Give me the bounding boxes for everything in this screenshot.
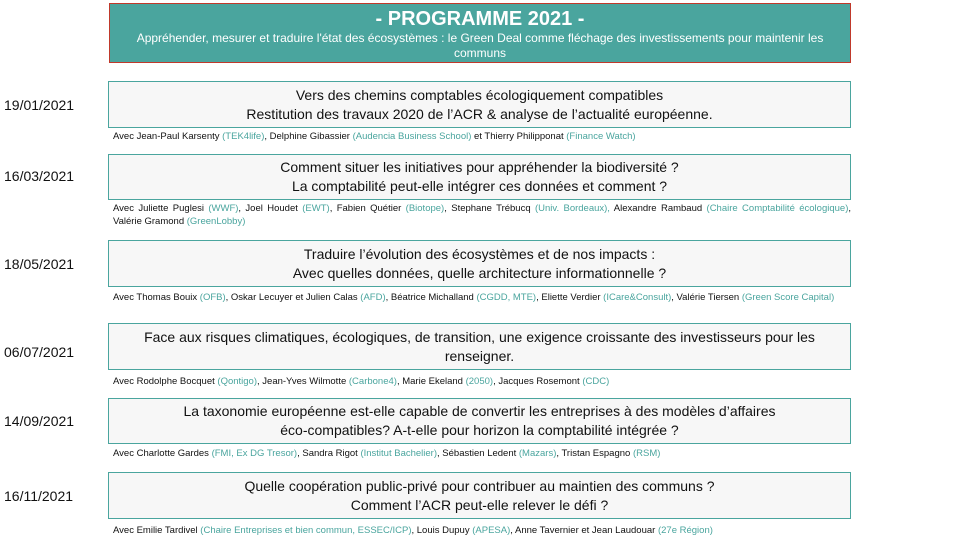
topic-line: Restitution des travaux 2020 de l’ACR & analyse de l’actualité européenne. [246, 105, 713, 122]
speaker-organization: (EWT) [302, 203, 330, 214]
speaker-names: , Oskar Lecuyer et Julien Calas [225, 292, 361, 303]
speaker-organization: (ICare&Consult) [603, 292, 672, 303]
speaker-names: Avec Emilie Tardivel [113, 525, 201, 536]
speaker-names: Avec Thomas Bouix [113, 292, 200, 303]
speaker-organization: (2050) [465, 376, 494, 387]
speaker-names: , Fabien Quétier [329, 203, 406, 214]
speaker-organization: (TEK4life) [222, 131, 265, 142]
speaker-organization: (Chaire Comptabilité écologique) [706, 203, 849, 214]
speaker-names: , Eliette Verdier [536, 292, 604, 303]
speaker-organization: (Audencia Business School) [352, 131, 472, 142]
topic-line: Traduire l’évolution des écosystèmes et de nos impacts : [303, 245, 656, 262]
topic-line: Comment l’ACR peut-elle relever le défi ? [350, 496, 609, 513]
speaker-names: Avec Rodolphe Bocquet [113, 376, 218, 387]
speaker-names: Avec Charlotte Gardes [113, 448, 212, 459]
speaker-organization: (Finance Watch) [566, 131, 636, 142]
session-speakers [113, 202, 851, 228]
speaker-organization: (FMI, Ex DG Tresor) [211, 448, 298, 459]
topic-line: Avec quelles données, quelle architecture informationnelle ? [292, 264, 667, 281]
speaker-names: , Louis Dupuy [411, 525, 473, 536]
speaker-names: , Anne Tavernier et Jean Laudouar [510, 525, 658, 536]
speaker-names: , Valérie Gramond [113, 203, 851, 227]
session-speakers [113, 447, 851, 460]
speaker-organization: (CDC) [582, 376, 610, 387]
speaker-organization: (CGDD, MTE) [476, 292, 537, 303]
speaker-names: , Béatrice Michalland [385, 292, 477, 303]
speaker-organization: (APESA) [472, 525, 511, 536]
session-speakers [113, 130, 851, 143]
speaker-organization: (Chaire Entreprises et bien commun, ESSEC/ICP) [200, 525, 412, 536]
session-topic [108, 154, 851, 200]
session-date: 06/07/2021 [4, 344, 75, 360]
session-date: 16/03/2021 [4, 168, 75, 184]
program-subtitle: Appréhender, mesurer et traduire l'état des écosystèmes : le Green Deal comme fléchage des investissements pour maintenir les communs [136, 31, 824, 60]
speaker-names: , Jean-Yves Wilmotte [257, 376, 349, 387]
speaker-organization: (Institut Bachelier) [360, 448, 438, 459]
speaker-names: , Sandra Rigot [297, 448, 361, 459]
speaker-organization: (GreenLobby) [186, 216, 246, 227]
session-topic [108, 240, 851, 287]
topic-line: Vers des chemins comptables écologiquement compatibles [295, 86, 664, 103]
program-header [109, 3, 851, 63]
session-speakers [113, 375, 851, 388]
topic-line: éco-compatibles? A-t-elle pour horizon la comptabilité intégrée ? [280, 422, 679, 438]
program-title: - PROGRAMME 2021 - [375, 8, 585, 30]
speaker-names: , Marie Ekeland [396, 376, 466, 387]
speaker-organization: (Univ. Bordeaux), [535, 203, 610, 214]
session-date: 14/09/2021 [4, 413, 75, 429]
topic-line: Comment situer les initiatives pour appréhender la biodiversité ? [280, 159, 679, 175]
speaker-organization: (Carbone4) [348, 376, 397, 387]
session-date: 18/05/2021 [4, 256, 75, 272]
speaker-names: , Jacques Rosemont [493, 376, 583, 387]
speaker-organization: (27e Région) [657, 525, 713, 536]
speaker-organization: (OFB) [199, 292, 226, 303]
session-topic [108, 398, 851, 444]
session-speakers [113, 524, 851, 537]
topic-line: La taxonomie européenne est-elle capable de convertir les entreprises à des modèles d’affaires [183, 403, 776, 419]
speaker-organization: (WWF) [208, 203, 239, 214]
speaker-names: Alexandre Rambaud [609, 203, 707, 214]
speaker-organization: (RSM) [632, 448, 661, 459]
speaker-names: Avec Jean-Paul Karsenty [113, 131, 223, 142]
session-topic [108, 323, 851, 370]
speaker-organization: (Biotope) [405, 203, 445, 214]
session-topic [108, 472, 851, 519]
speaker-organization: (Green Score Capital) [741, 292, 835, 303]
speaker-names: , Valérie Tiersen [671, 292, 742, 303]
speaker-organization: (AFD) [360, 292, 386, 303]
session-topic [108, 81, 851, 128]
speaker-names: , Delphine Gibassier [264, 131, 353, 142]
speaker-names: , Joel Houdet [238, 203, 303, 214]
session-date: 19/01/2021 [4, 97, 75, 113]
speaker-names: , Tristan Espagno [556, 448, 633, 459]
speaker-names: et Thierry Philipponat [471, 131, 567, 142]
session-date: 16/11/2021 [4, 488, 74, 504]
speaker-names: , Stephane Trébucq [444, 203, 535, 214]
speaker-names: Avec Juliette Puglesi [113, 203, 209, 214]
speaker-organization: (Mazars) [518, 448, 557, 459]
speaker-organization: (Qontigo) [217, 376, 258, 387]
session-speakers [113, 291, 851, 304]
speaker-names: , Sébastien Ledent [437, 448, 519, 459]
topic-line: Face aux risques climatiques, écologiques, de transition, une exigence croissante des investisseurs pour les renseigner. [144, 328, 815, 364]
topic-line: La comptabilité peut-elle intégrer ces données et comment ? [291, 178, 668, 194]
topic-line: Quelle coopération public-privé pour contribuer au maintien des communs ? [244, 477, 715, 494]
